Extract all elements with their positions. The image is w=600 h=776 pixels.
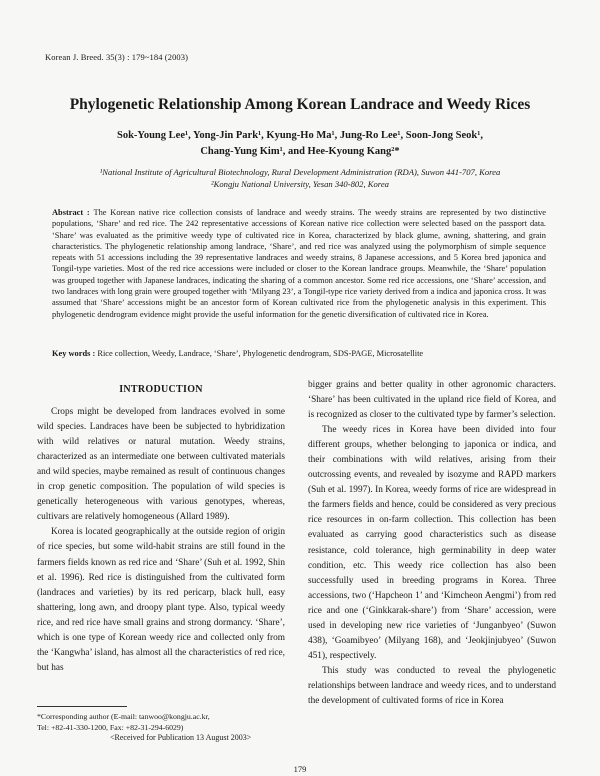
- authors-line-1: Sok-Young Lee¹, Yong-Jin Park¹, Kyung-Ho Ma¹, Jung-Ro Lee¹, Soon-Jong Seok¹,: [117, 130, 483, 141]
- keywords-text: Rice collection, Weedy, Landrace, ‘Share’, Phylogenetic dendrogram, SDS-PAGE, Microsatellite: [97, 349, 424, 358]
- footnote-line-2: Tel: +82-41-330-1200, Fax: +82-31-294-6029): [37, 722, 184, 732]
- authors-line-2: Chang-Yung Kim¹, and Hee-Kyoung Kang²*: [200, 146, 400, 157]
- corresponding-author-footnote: [37, 712, 287, 733]
- journal-reference: Korean J. Breed. 35(3) : 179~184 (2003): [45, 52, 189, 62]
- left-column: [37, 378, 285, 676]
- right-paragraph-1: bigger grains and better quality in other agronomic characters. ‘Share’ has been cultivated in the upland rice field of Korea, and is recognized as closer to the cultivated type by farmer’s selection.: [308, 380, 556, 421]
- footnote-divider: [37, 706, 127, 707]
- introduction-heading: INTRODUCTION: [119, 384, 203, 395]
- right-paragraph-3: This study was conducted to reveal the phylogenetic relationships between landrace and weedy rices, and to understand the development of cultivated forms of rice in Korea: [308, 665, 556, 706]
- abstract-text: The Korean native rice collection consists of landrace and weedy strains. The weedy strains are represented by two distinctive populations, ‘Share’ and red rice. The 242 representative accessions of Korean native rice collection were selected based on the passport data. ‘Share’ was evaluated as the primitive weedy type of cultivated rice in Korea, characterized by black glume, awning, shattering, and grain characteristics. The phylogenetic relationship among landrace, ‘Share’, and red rice was analyzed using the polymorphism of simple sequence repeats with 51 accessions including the 39 representative landraces and weedy strains, 8 Japanese accessions, and 5 Korea bred japonica and Tongil-type varieties. Most of the red rice accessions were included or closer to the Korean landrace groups. Meanwhile, the ‘Share’ population was grouped together with Japanese landraces, indicating the sharing of a common ancestor. Some red rice accessions, one ‘Share’ accession, and two landraces with long grain were grouped together with ‘Milyang 23’, a Tongil-type rice variety derived from a indica and japonica cross. It was assumed that ‘Share’ accessions might be an ancestor form of Korean cultivated rice from the phylogenetic analysis in this experiment. This phylogenetic dendrogram evidence might provide the useful information for the genetic diversification of cultivated rice in Korea.: [52, 208, 546, 319]
- author-list: [90, 128, 510, 160]
- affiliation-2: ²Kongju National University, Yesan 340-802, Korea: [211, 179, 389, 189]
- received-date: <Received for Publication 13 August 2003>: [110, 733, 252, 742]
- keywords-label: Key words :: [52, 349, 98, 358]
- keywords: [52, 349, 546, 358]
- footnote-line-1: *Corresponding author (E-mail: tanwoo@kongju.ac.kr,: [37, 712, 210, 721]
- right-paragraph-2: The weedy rices in Korea have been divided into four different groups, whether belonging to japonica or indica, and their combinations with wild relatives, arising from their outcrossing events, and revealed by isozyme and RAPD markers (Suh et al. 1997). In Korea, weedy forms of rice are widespread in the farmers fields and hence, could be considered as very precious rice resources in on-farm collection. This collection has been evaluated as carrying good characteristics such as disease resistance, cold tolerance, high germinability in deep water condition, etc. This weedy rice collection has also been successfully used in breeding programs in Korea. Three accessions, two (‘Hapcheon 1’ and ‘Kimcheon Aengmi’) from red rice and one (‘Ginkkarak-share’) from ‘Share’ accession, were used in developing new rice varieties of ‘Junganbyeo’ (Suwon 438), ‘Goamibyeo’ (Milyang 168), and ‘Jeokjinjubyeo’ (Suwon 451), respectively.: [308, 425, 556, 661]
- abstract: [52, 207, 546, 320]
- left-paragraph-1: Crops might be developed from landraces evolved in some wild species. Landraces have been be subjected to hybridization with wild relatives or natural mutation. Weedy strains, characterized as an intermediate one between cultivated materials and wild species, maybe remained as result of continuous changes in crop genetic composition. The population of wild species is genetically heterogeneous with various genotypes, whereas, cultivars are relatively homogeneous (Allard 1989).: [37, 407, 285, 523]
- right-column: [308, 378, 556, 709]
- page-number: 179: [293, 764, 307, 774]
- abstract-label: Abstract :: [52, 208, 94, 217]
- affiliation-1: ¹National Institute of Agricultural Biotechnology, Rural Development Administration (RDA), Suwon 441-707, Korea: [99, 167, 501, 177]
- left-paragraph-2: Korea is located geographically at the outside region of origin of rice species, but some wild-habit strains are still found in the farmers fields known as red rice and ‘Share’ (Suh et al. 1992, Shin et al. 1996). Red rice is distinguished from the cultivated form (landraces and varieties) by its red pericarp, black hull, easy shattering, long awn, and droopy plant type. Also, typical weedy rice, and red rice have small grains and strong dormancy. ‘Share’, which is one type of Korean weedy rice and collected only from the ‘Kangwha’ island, has almost all the characteristics of red rice, but has: [37, 527, 285, 673]
- paper-title: Phylogenetic Relationship Among Korean Landrace and Weedy Rices: [69, 96, 531, 113]
